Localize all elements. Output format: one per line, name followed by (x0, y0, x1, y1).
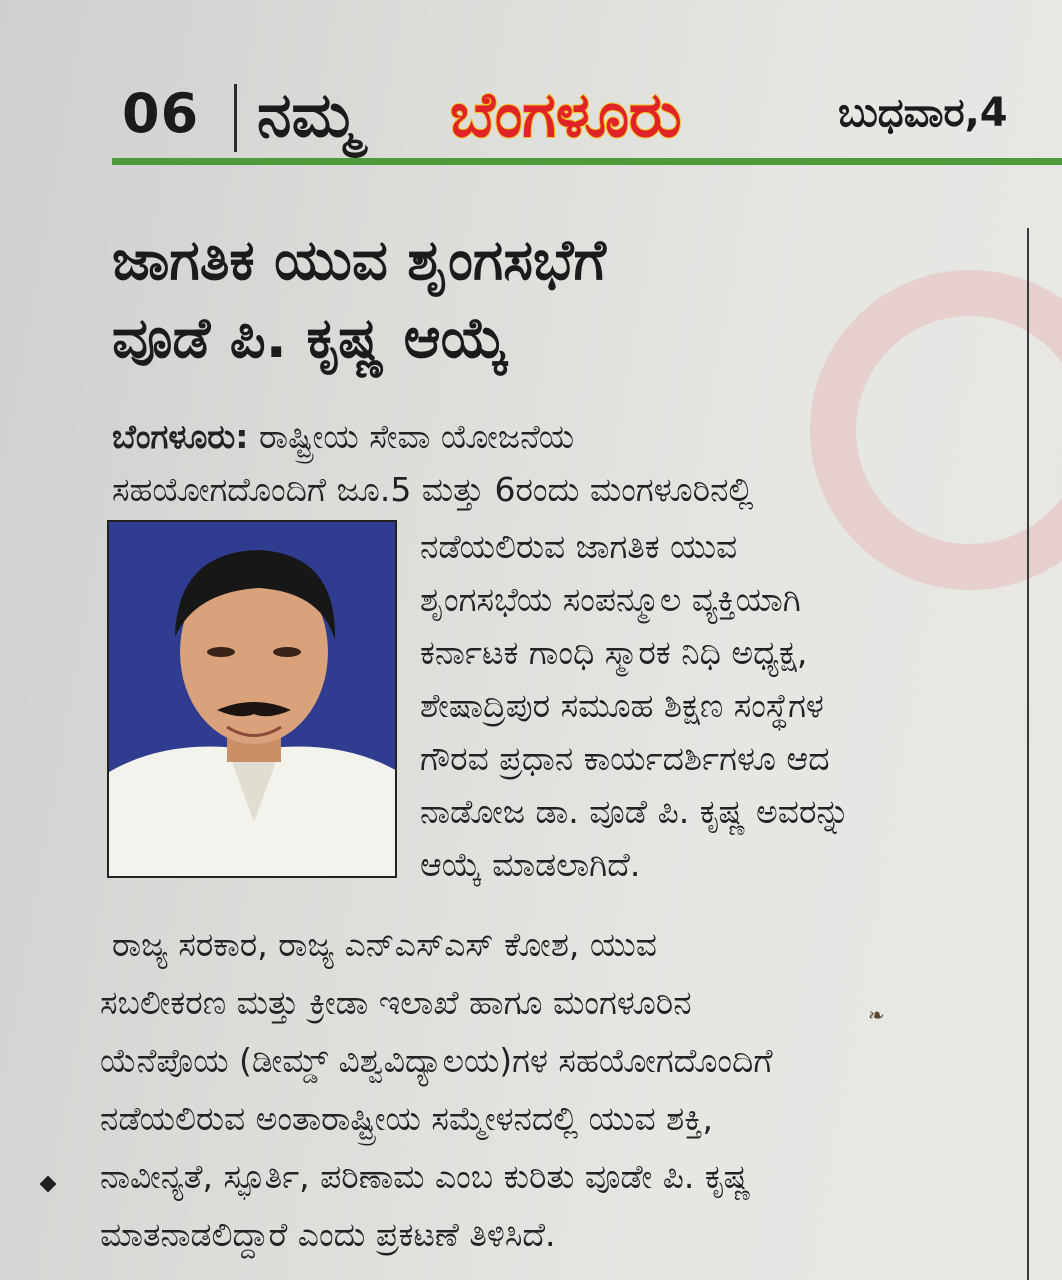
article-line: ರಾಜ್ಯ ಸರಕಾರ, ರಾಜ್ಯ ಎನ್‌ಎಸ್‌ಎಸ್ ಕೋಶ, ಯುವ (112, 925, 657, 964)
article-line-text: ರಾಷ್ಟ್ರೀಯ ಸೇವಾ ಯೋಜನೆಯ (248, 417, 575, 456)
portrait-photo (107, 520, 397, 878)
article-headline (112, 222, 1012, 378)
bullet-marker (40, 1176, 57, 1193)
headline-line-2: ವೂಡೆ ಪಿ. ಕೃಷ್ಣ ಆಯ್ಕೆ (112, 306, 509, 371)
article-line: ನಾಡೋಜ ಡಾ. ವೂಡೆ ಪಿ. ಕೃಷ್ಣ ಅವರನ್ನು (420, 792, 850, 831)
ink-mark: ❧ (868, 1003, 885, 1027)
article-line: ಸಹಯೋಗದೊಂದಿಗೆ ಜೂ.5 ಮತ್ತು 6ರಂದು ಮಂಗಳೂರಿನಲ್ಲಿ (112, 470, 754, 509)
article-line: ಕರ್ನಾಟಕ ಗಾಂಧಿ ಸ್ಮಾರಕ ನಿಧಿ ಅಧ್ಯಕ್ಷ, (420, 633, 808, 672)
article-line: ಸಬಲೀಕರಣ ಮತ್ತು ಕ್ರೀಡಾ ಇಲಾಖೆ ಹಾಗೂ ಮಂಗಳೂರಿನ (100, 983, 692, 1022)
page-number: 06 (122, 82, 200, 145)
masthead-date: ಬುಧವಾರ,4 (838, 90, 1008, 136)
article-line: ಯೆನೆಪೊಯ (ಡೀಮ್ಡ್ ವಿಶ್ವವಿದ್ಯಾಲಯ)ಗಳ ಸಹಯೋಗದೊಂದಿಗೆ (100, 1041, 773, 1080)
article-line: ಮಾತನಾಡಲಿದ್ದಾರೆ ಎಂದು ಪ್ರಕಟಣೆ ತಿಳಿಸಿದೆ. (100, 1215, 556, 1254)
article-line: ಶೇಷಾದ್ರಿಪುರ ಸಮೂಹ ಶಿಕ್ಷಣ ಸಂಸ್ಥೆಗಳ (420, 686, 824, 725)
masthead-title-city: ಬೆಂಗಳೂರು (450, 78, 682, 151)
article-line: ನಡೆಯಲಿರುವ ಅಂತಾರಾಷ್ಟ್ರೀಯ ಸಮ್ಮೇಳನದಲ್ಲಿ ಯುವ ಶಕ್ತಿ, (100, 1099, 713, 1138)
headline-line-1: ಜಾಗತಿಕ ಯುವ ಶೃಂಗಸಭೆಗೆ (112, 228, 606, 293)
article-line: ಗೌರವ ಪ್ರಧಾನ ಕಾರ್ಯದರ್ಶಿಗಳೂ ಆದ (420, 739, 830, 778)
masthead-rule (112, 158, 1062, 165)
article-line: ನಾವೀನ್ಯತೆ, ಸ್ಫೂರ್ತಿ, ಪರಿಣಾಮ ಎಂಬ ಕುರಿತು ವೂಡೇ ಪಿ. ಕೃಷ್ಣ (100, 1157, 751, 1196)
article-line: ಶೃಂಗಸಭೆಯ ಸಂಪನ್ಮೂಲ ವ್ಯಕ್ತಿಯಾಗಿ (420, 580, 801, 619)
portrait-photo-illustration (109, 522, 397, 878)
masthead-title-left: ನಮ್ಮ (257, 78, 359, 151)
article-line: ಆಯ್ಕೆ ಮಾಡಲಾಗಿದೆ. (420, 845, 641, 884)
column-divider (1027, 228, 1029, 1280)
masthead-divider (234, 84, 237, 152)
article-line (112, 410, 574, 463)
article-dateline: ಬೆಂಗಳೂರು: (112, 417, 249, 456)
article-line: ನಡೆಯಲಿರುವ ಜಾಗತಿಕ ಯುವ (420, 527, 738, 566)
masthead (112, 72, 1062, 167)
